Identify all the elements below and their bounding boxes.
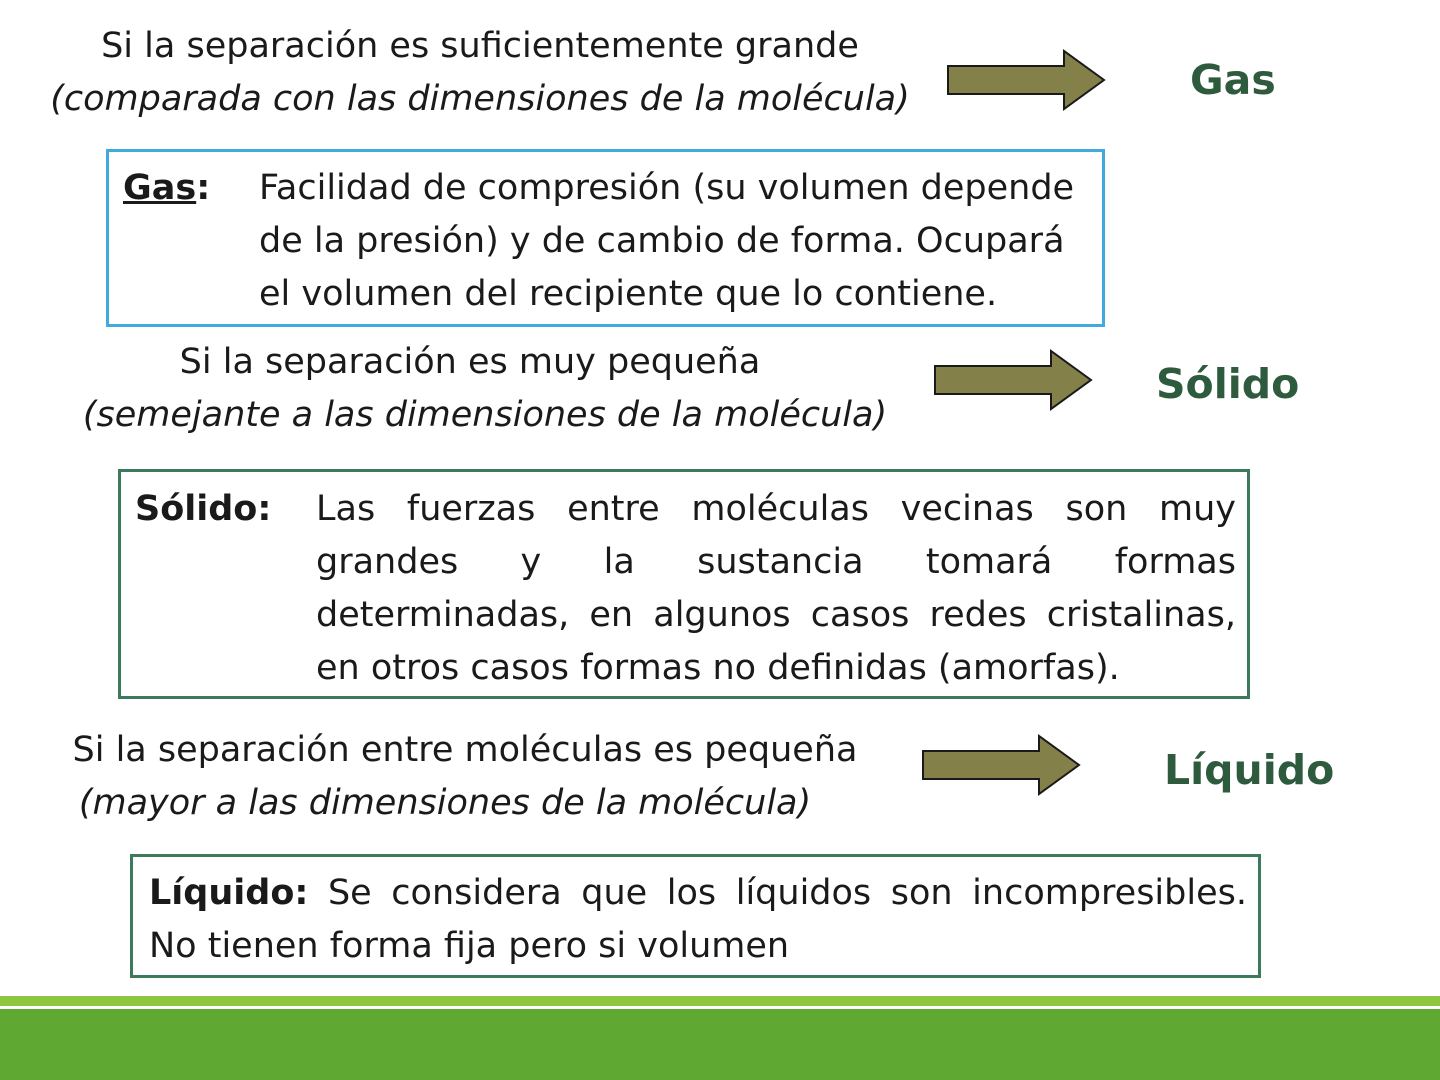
definition-line: Las fuerzas entre moléculas vecinas son muy [316,489,1236,529]
condition-gas-note: (comparada con las dimensiones de la molécula) [50,79,910,119]
definition-line: en otros casos formas no definidas (amorfas). [316,648,1120,688]
definition-text-solid [316,483,1236,695]
condition-gas [40,20,920,126]
footer-bar [0,1009,1440,1080]
definition-text-liquid [149,867,1247,973]
definition-box-gas [106,149,1105,327]
definition-term-solid: Sólido: [135,489,272,529]
definition-line: determinadas, en algunos casos redes cristalinas, [316,595,1236,635]
definition-line: Se considera que los líquidos son incompresibles. [327,873,1247,913]
condition-liquid-text: Si la separación entre moléculas es pequeña [72,730,858,770]
definition-line: No tienen forma fija pero si volumen [149,926,790,966]
condition-solid [70,336,900,442]
condition-solid-note: (semejante a las dimensiones de la molécula) [82,395,888,435]
state-label-solid: Sólido [1156,360,1300,408]
definition-line: Facilidad de compresión (su volumen depende [259,168,1075,208]
condition-solid-text: Si la separación es muy pequeña [179,342,761,382]
footer-accent-bar [0,996,1440,1006]
definition-term-liquid: Líquido: [149,873,309,913]
definition-box-liquid [130,854,1261,978]
state-label-gas: Gas [1190,56,1276,104]
definition-box-solid [118,469,1250,699]
definition-line: el volumen del recipiente que lo contiene. [259,274,998,314]
definition-term-gas-word: Gas [123,168,197,208]
right-arrow-icon [921,733,1083,797]
definition-text-gas [259,162,1089,321]
definition-term-gas [123,162,210,215]
definition-term-gas-colon: : [196,168,211,208]
definition-line: grandes y la sustancia tomará formas [316,542,1236,582]
right-arrow-icon [933,348,1095,412]
definition-line-1 [149,867,1247,920]
state-label-liquid: Líquido [1164,746,1335,794]
definition-line: de la presión) y de cambio de forma. Ocupará [259,221,1065,261]
condition-liquid [50,724,880,830]
right-arrow-icon [946,48,1108,112]
condition-liquid-note: (mayor a las dimensiones de la molécula) [78,783,812,823]
condition-gas-text: Si la separación es suficientemente grande [101,26,859,66]
